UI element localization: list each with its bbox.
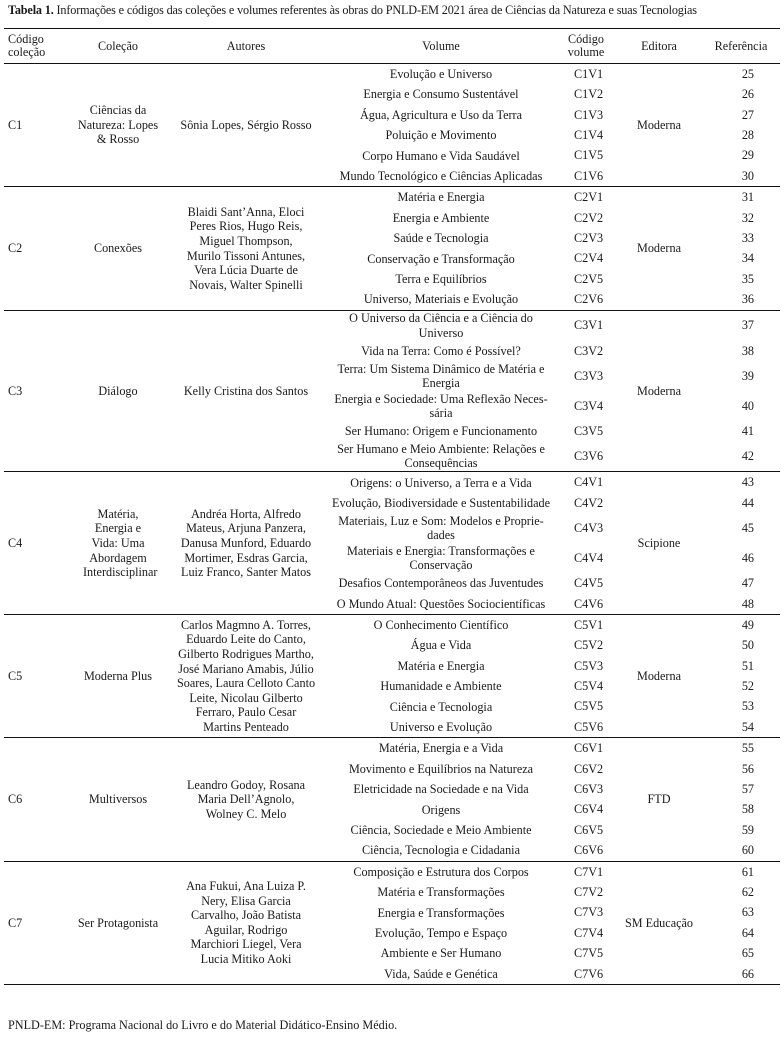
reference-number: 44 — [741, 495, 754, 510]
volume-code: C1V2 — [574, 87, 604, 102]
volume-code: C6V6 — [574, 843, 604, 858]
collection-name — [70, 738, 166, 861]
reference-number: 60 — [741, 843, 754, 858]
collection-code: C6 — [8, 792, 23, 807]
volume-title: Energia e Sociedade: Uma Reflexão Neces-sária — [334, 391, 548, 421]
collection-authors-text: Carlos Magmno A. Torres, Eduardo Leite do Canto, Gilberto Rodrigues Martho, José Mariano Amabis, Júlio Soares, Laura Celloto Canto Leite, Nicolau Gilberto Ferraro, Paulo Cesar Martins Penteado — [176, 617, 316, 734]
volume-title: Ciência, Tecnologia e Cidadania — [362, 843, 520, 858]
collection-code: C1 — [8, 117, 23, 132]
volume-title: Ciência e Tecnologia — [389, 699, 493, 714]
volume-title: Eletricidade na Sociedade e na Vida — [353, 782, 529, 797]
reference-number: 63 — [741, 905, 754, 920]
volume-code: C4V4 — [574, 550, 604, 565]
table-header — [4, 29, 780, 64]
volume-code: C2V5 — [574, 271, 604, 286]
reference-number: 46 — [741, 550, 754, 565]
table-row — [4, 187, 780, 208]
collection-authors — [166, 861, 326, 984]
reference-number: 36 — [741, 292, 754, 307]
volume-code: C2V1 — [574, 190, 604, 205]
collection-group-c6 — [4, 738, 780, 861]
volume-code: C1V3 — [574, 107, 604, 122]
collection-name-text: Ser Protagonista — [77, 915, 159, 930]
volume-code: C5V6 — [574, 719, 604, 734]
collection-name — [70, 861, 166, 984]
header-collection: Coleção — [98, 38, 138, 53]
reference-number: 64 — [741, 925, 754, 940]
volume-title: Materiais e Energia: Transformações e Conservação — [347, 543, 535, 573]
reference-number: 48 — [741, 596, 754, 611]
collection-name-text: Diálogo — [98, 383, 138, 398]
volume-code: C6V1 — [574, 741, 604, 756]
table-row — [4, 472, 780, 493]
header-volume: Volume — [422, 38, 460, 53]
volume-code: C3V6 — [574, 449, 604, 464]
table-footnote: PNLD-EM: Programa Nacional do Livro e do Material Didático-Ensino Médio. — [8, 1018, 398, 1032]
collection-name-text: Ciências da Natureza: Lopes & Rosso — [77, 103, 159, 147]
header-row — [4, 29, 780, 64]
volume-code: C5V2 — [574, 638, 604, 653]
reference-number: 47 — [741, 576, 754, 591]
header-collection-code: Código coleção — [8, 32, 46, 59]
volume-code: C5V1 — [574, 617, 604, 632]
reference-number: 52 — [741, 679, 754, 694]
collection-code: C3 — [8, 383, 23, 398]
volume-code: C6V5 — [574, 822, 604, 837]
header-publisher: Editora — [641, 38, 677, 53]
volume-code: C1V6 — [574, 168, 604, 183]
header-reference: Referência — [714, 38, 768, 53]
volume-title: Composição e Estrutura dos Corpos — [353, 864, 529, 879]
volume-code: C5V4 — [574, 679, 604, 694]
collection-group-c5 — [4, 615, 780, 738]
reference-number: 34 — [741, 251, 754, 266]
collection-code: C7 — [8, 915, 23, 930]
publisher: Scipione — [637, 535, 681, 550]
volume-title: Terra e Equilíbrios — [395, 271, 487, 286]
volume-title: Matéria e Transformações — [377, 885, 505, 900]
volume-title: Terra: Um Sistema Dinâmico de Matéria e Energia — [337, 361, 545, 391]
collection-authors-text: Sônia Lopes, Sérgio Rosso — [180, 117, 312, 132]
volume-code: C7V2 — [574, 885, 604, 899]
reference-number: 56 — [741, 761, 754, 776]
reference-number: 27 — [741, 107, 754, 122]
volume-title: Universo e Evolução — [389, 720, 493, 735]
publisher: Moderna — [637, 241, 681, 256]
volume-title: Movimento e Equilíbrios na Natureza — [348, 761, 534, 776]
publisher: Moderna — [637, 383, 681, 398]
reference-number: 59 — [741, 822, 754, 837]
volume-code: C1V4 — [574, 128, 604, 143]
reference-number: 40 — [741, 398, 754, 413]
volume-code: C3V2 — [574, 343, 604, 358]
collection-name-text: Moderna Plus — [83, 668, 153, 683]
volume-title: Ser Humano e Meio Ambiente: Relações e Consequências — [337, 442, 545, 471]
collection-name-text: Matéria, Energia e Vida: Uma Abordagem Interdisciplinar — [83, 506, 158, 580]
volume-title: Ciência, Sociedade e Meio Ambiente — [350, 822, 532, 837]
volume-code: C4V1 — [574, 475, 604, 490]
volume-code: C4V5 — [574, 576, 604, 591]
collection-name — [70, 64, 166, 187]
collection-name — [70, 472, 166, 615]
reference-number: 43 — [741, 475, 754, 490]
table-caption — [8, 3, 784, 18]
volume-title: O Mundo Atual: Questões Sociocientíficas — [336, 596, 546, 611]
header-authors: Autores — [226, 38, 266, 53]
volume-code: C7V6 — [574, 966, 604, 981]
volume-code: C4V3 — [574, 520, 604, 535]
volume-title: Energia e Transformações — [377, 905, 505, 920]
reference-number: 66 — [741, 966, 754, 981]
volume-title: Ser Humano: Origem e Funcionamento — [344, 424, 538, 439]
collection-group-c1 — [4, 64, 780, 187]
collection-name — [70, 615, 166, 738]
publisher: Moderna — [637, 668, 681, 683]
table-row — [4, 861, 780, 882]
collection-authors — [166, 310, 326, 472]
volume-code: C3V4 — [574, 398, 604, 413]
collection-name — [70, 310, 166, 472]
volume-code: C3V5 — [574, 423, 604, 438]
collection-authors-text: Ana Fukui, Ana Luiza P. Nery, Elisa Garcia Carvalho, João Batista Aguilar, Rodrigo Marchiori Liegel, Vera Lucia Mitiko Aoki — [186, 879, 306, 967]
reference-number: 37 — [741, 318, 754, 333]
collection-authors-text: Leandro Godoy, Rosana Maria Dell’Agnolo, Wolney C. Melo — [186, 777, 305, 821]
reference-number: 39 — [741, 368, 754, 383]
table-row — [4, 310, 780, 341]
volume-code: C4V2 — [574, 495, 604, 510]
reference-number: 35 — [741, 271, 754, 286]
volume-title: Ambiente e Ser Humano — [380, 946, 502, 961]
collection-group-c2 — [4, 187, 780, 310]
volume-title: Evolução, Biodiversidade e Sustentabilidade — [332, 495, 550, 510]
collection-name-text: Conexões — [93, 241, 143, 256]
volume-code: C3V1 — [574, 318, 604, 333]
volume-code: C6V3 — [574, 782, 604, 797]
reference-number: 28 — [741, 128, 754, 143]
volume-code: C2V2 — [574, 210, 604, 225]
reference-number: 51 — [741, 658, 754, 673]
reference-number: 29 — [741, 148, 754, 163]
volume-title: Evolução, Tempo e Espaço — [374, 925, 508, 940]
volume-title: O Conhecimento Científico — [373, 618, 509, 633]
volume-title: Vida, Saúde e Genética — [384, 966, 498, 981]
collection-authors — [166, 472, 326, 615]
volume-title: Energia e Consumo Sustentável — [363, 87, 519, 102]
collection-group-c3 — [4, 310, 780, 472]
reference-number: 65 — [741, 946, 754, 961]
reference-number: 30 — [741, 168, 754, 183]
publisher: SM Educação — [624, 915, 694, 930]
header-volume-code: Código volume — [567, 32, 605, 59]
publisher: FTD — [647, 792, 671, 807]
volume-code: C1V5 — [574, 148, 604, 163]
volume-code: C4V6 — [574, 596, 604, 611]
volume-title: Água, Agricultura e Uso da Terra — [359, 107, 523, 122]
volume-code: C7V3 — [574, 905, 604, 920]
collection-code: C4 — [8, 535, 23, 550]
reference-number: 26 — [741, 87, 754, 102]
volume-code: C7V4 — [574, 925, 604, 940]
collection-group-c7 — [4, 861, 780, 984]
reference-number: 45 — [741, 520, 754, 535]
volume-code: C7V1 — [574, 864, 604, 879]
volume-title: Saúde e Tecnologia — [393, 231, 489, 246]
reference-number: 31 — [741, 190, 754, 205]
volume-title: Origens — [421, 802, 461, 817]
table-row — [4, 615, 780, 636]
volume-code: C6V4 — [574, 802, 604, 817]
collection-code: C2 — [8, 241, 23, 256]
reference-number: 58 — [741, 802, 754, 817]
volume-title: O Universo da Ciência e a Ciência do Universo — [349, 311, 533, 340]
table-row — [4, 738, 780, 759]
volume-code: C7V5 — [574, 946, 604, 961]
volume-code: C5V3 — [574, 658, 604, 673]
volume-title: Corpo Humano e Vida Saudável — [362, 148, 520, 163]
reference-number: 62 — [741, 885, 754, 899]
reference-number: 42 — [741, 449, 754, 464]
collection-authors — [166, 187, 326, 310]
volume-title: Conservação e Transformação — [367, 251, 515, 266]
volume-title: Matéria e Energia — [397, 190, 485, 205]
volume-title: Mundo Tecnológico e Ciências Aplicadas — [339, 169, 543, 183]
collection-group-c4 — [4, 472, 780, 615]
reference-number: 55 — [741, 741, 754, 756]
volume-title: Humanidade e Ambiente — [380, 679, 502, 694]
reference-number: 50 — [741, 638, 754, 653]
volume-title: Poluição e Movimento — [385, 128, 497, 143]
publisher: Moderna — [637, 117, 681, 132]
reference-number: 41 — [741, 423, 754, 438]
volume-title: Universo, Materiais e Evolução — [363, 292, 519, 307]
volume-code: C2V3 — [574, 231, 604, 246]
collections-table — [4, 28, 780, 985]
collection-authors — [166, 738, 326, 861]
volume-code: C6V2 — [574, 761, 604, 776]
volume-title: Origens: o Universo, a Terra e a Vida — [350, 475, 532, 490]
volume-code: C1V1 — [574, 66, 604, 81]
collection-authors-text: Blaidi Sant’Anna, Eloci Peres Rios, Hugo Reis, Miguel Thompson, Murilo Tissoni Antunes, Vera Lúcia Duarte de Novais, Walter Spinelli — [186, 204, 306, 292]
collection-name-text: Multiversos — [88, 792, 148, 807]
table-caption-text: Informações e códigos das coleções e volumes referentes às obras do PNLD-EM 2021 área de Ciências da Natureza e suas Tecnologias — [53, 3, 697, 17]
volume-title: Materiais, Luz e Som: Modelos e Proprie-dades — [338, 513, 544, 543]
table-caption-label: Tabela 1. — [8, 3, 54, 17]
volume-title: Desafios Contemporâneos das Juventudes — [338, 576, 544, 591]
table-row — [4, 64, 780, 85]
reference-number: 32 — [741, 210, 754, 225]
reference-number: 61 — [741, 864, 754, 879]
volume-title: Energia e Ambiente — [392, 210, 490, 225]
reference-number: 25 — [741, 66, 754, 81]
volume-code: C2V6 — [574, 292, 604, 307]
collection-authors — [166, 615, 326, 738]
reference-number: 33 — [741, 231, 754, 246]
volume-title: Água e Vida — [410, 638, 472, 653]
volume-title: Matéria, Energia e a Vida — [378, 741, 504, 756]
reference-number: 54 — [741, 719, 754, 734]
collection-authors — [166, 64, 326, 187]
volume-title: Matéria e Energia — [397, 658, 485, 673]
volume-code: C2V4 — [574, 251, 604, 266]
reference-number: 57 — [741, 782, 754, 797]
volume-title: Evolução e Universo — [389, 67, 493, 82]
volume-code: C5V5 — [574, 699, 604, 714]
reference-number: 38 — [741, 343, 754, 358]
collection-authors-text: Kelly Cristina dos Santos — [183, 383, 309, 398]
volume-code: C3V3 — [574, 368, 604, 383]
collection-authors-text: Andréa Horta, Alfredo Mateus, Arjuna Panzera, Danusa Munford, Eduardo Mortimer, Esdras Garcia, Luiz Franco, Santer Matos — [180, 506, 312, 580]
volume-title: Vida na Terra: Como é Possível? — [361, 343, 521, 358]
collection-name — [70, 187, 166, 310]
reference-number: 49 — [741, 617, 754, 632]
reference-number: 53 — [741, 699, 754, 714]
collection-code: C5 — [8, 668, 23, 683]
